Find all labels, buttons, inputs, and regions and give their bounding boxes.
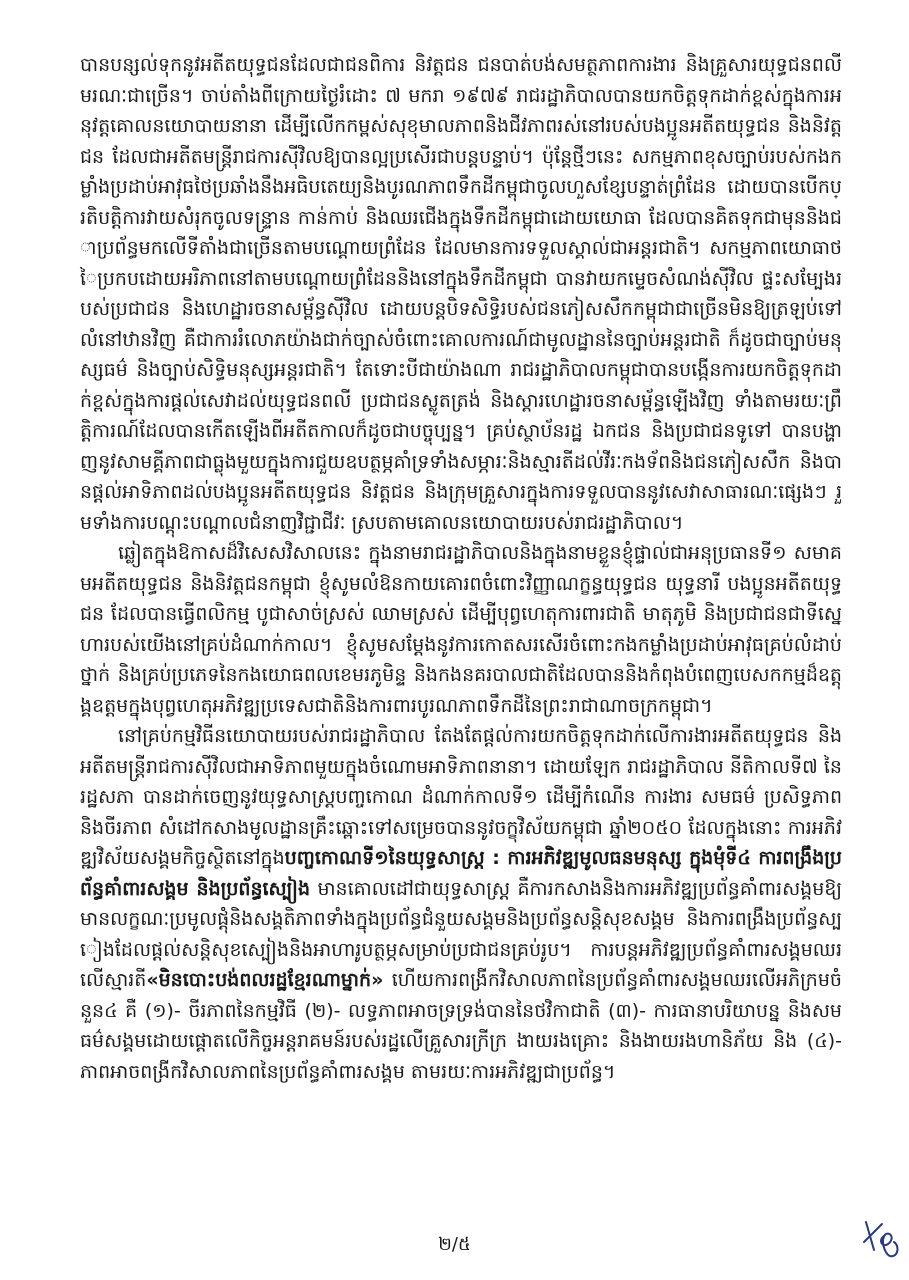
paragraph-3-bold-2: «មិនបោះបង់ពលរដ្ឋខ្មែរណាម្នាក់» <box>146 969 384 991</box>
paragraph-3-bold-1: បញ្ចកោណទី១នៃយុទ្ធសាស្ត្រ : ការអភិវឌ្ឍមូលធនមនុស្ស ក្នុងមុំទី៤ ការពង្រឹងប្រព័ន្ធគាំពារសង្គម និងប្រព័ន្ធស្បៀង <box>80 847 842 900</box>
document-body <box>80 50 842 1087</box>
paragraph-1: បានបន្សល់ទុកនូវអតីតយុទ្ធជនដែលជាជនពិការ និវត្តជន ជនបាត់បង់សមត្ថភាពការងារ និងគ្រួសារយុទ្ធជនពលីមរណៈជាច្រើន។ ចាប់តាំងពីក្រោយថ្ងៃរំដោះ ៧ មករា ១៩៧៩ រាជរដ្ឋាភិបាលបានយកចិត្តទុកដាក់ខ្ពស់ក្នុងការអនុវត្តគោលនយោបាយនានា ដើម្បីលើកកម្ពស់សុខុមាលភាពនិងជីវភាពរស់នៅរបស់បងប្អូនអតីតយុទ្ធជន និងនិវត្តជន ដែលជាអតីតមន្ត្រីរាជការស៊ីវិលឱ្យបានល្អប្រសើរជាបន្តបន្ទាប់។ ប៉ុន្តែថ្មីៗនេះ សកម្មភាពខុសច្បាប់របស់កងកម្លាំងប្រដាប់អាវុធថៃប្រឆាំងនឹងអធិបតេយ្យនិងបូរណភាពទឹកដីកម្ពុជាចូលហួសខ្សែបន្ទាត់ព្រំដែន ដោយបានបើកប្រតិបត្តិការវាយសំរុកចូលទន្ទ្រាន កាន់កាប់ និងឈរជើងក្នុងទឹកដីកម្ពុជាដោយយោធា ដែលបានគិតទុកជាមុននិងជាប្រព័ន្ធមកលើទីតាំងជាច្រើនតាមបណ្តោយព្រំដែន ដែលមានការទទួលស្គាល់ជាអន្តរជាតិ។ សកម្មភាពយោធាថៃប្រកបដោយអរិភាពនៅតាមបណ្តោយព្រំដែននិងនៅក្នុងទឹកដីកម្ពុជា បានវាយកម្ទេចសំណង់ស៊ីវិល ផ្ទះសម្បែងរបស់ប្រជាជន និងហេដ្ឋារចនាសម្ព័ន្ធស៊ីវិល ដោយបន្តបិទសិទ្ធិរបស់ជនភៀសសឹកកម្ពុជាជាច្រើនមិនឱ្យត្រឡប់ទៅលំនៅឋានវិញ គឺជាការរំលោភយ៉ាងជាក់ច្បាស់ចំពោះគោលការណ៍ជាមូលដ្ឋាននៃច្បាប់អន្តរជាតិ ក៏ដូចជាច្បាប់មនុស្សធម៌ និងច្បាប់សិទ្ធិមនុស្សអន្តរជាតិ។ តែទោះបីជាយ៉ាងណា រាជរដ្ឋាភិបាលកម្ពុជាបានបង្កើនការយកចិត្តទុកដាក់ខ្ពស់ក្នុងការផ្តល់សេវាដល់យុទ្ធជនពលី ប្រជាជនស្លូតត្រង់ និងស្តារហេដ្ឋារចនាសម្ព័ន្ធឡើងវិញ ទាំងតាមរយៈព្រឹត្តិការណ៍ដែលបានកើតឡើងពីអតីតកាលក៏ដូចជាបច្ចុប្បន្ន។ គ្រប់ស្ថាប័នរដ្ឋ ឯកជន និងប្រជាជនទូទៅ បានបង្ហាញនូវសាមគ្គីភាពជាធ្លុងមួយក្នុងការជួយឧបត្ថម្ភគាំទ្រទាំងសម្ភារៈនិងស្មារតីដល់វីរៈកងទ័ពនិងជនភៀសសឹក និងបានផ្តល់អាទិភាពដល់បងប្អូនអតីតយុទ្ធជន និវត្តជន និងក្រុមគ្រួសារក្នុងការទទួលបាននូវសេវាសាធារណៈផ្សេងៗ រួមទាំងការបណ្តុះបណ្តាលជំនាញវិជ្ជាជីវៈ ស្របតាមគោលនយោបាយរបស់រាជរដ្ឋាភិបាល។ <box>80 54 842 534</box>
page-number: ២/៥ <box>438 1234 471 1255</box>
paragraph-3 <box>80 721 842 1087</box>
paragraph-2: ឆ្លៀតក្នុងឱកាសដ៏វិសេសវិសាលនេះ ក្នុងនាមរាជរដ្ឋាភិបាលនិងក្នុងនាមខ្លួនខ្ញុំផ្ទាល់ជាអនុប្រធានទី១ សមាគមអតីតយុទ្ធជន និងនិវត្តជនកម្ពុជា ខ្ញុំសូមលំឱនកាយគោរពចំពោះវិញ្ញាណក្ខន្ធយុទ្ធជន យុទ្ធនារី បងប្អូនអតីតយុទ្ធជន ដែលបានធ្វើពលិកម្ម បូជាសាច់ស្រស់ ឈាមស្រស់ ដើម្បីបុព្វហេតុការពារជាតិ មាតុភូមិ និងប្រជាជនជាទីស្នេហារបស់យើងនៅគ្រប់ដំណាក់កាល។ ខ្ញុំសូមសម្តែងនូវការកោតសរសើរចំពោះកងកម្លាំងប្រដាប់អាវុធគ្រប់លំដាប់ថ្នាក់ និងគ្រប់ប្រភេទនៃកងយោធពលខេមរភូមិន្ទ និងកងនគរបាលជាតិដែលបាននិងកំពុងបំពេញបេសកកម្មដ៏ឧត្តុង្គឧត្តមក្នុងបុព្វហេតុអភិវឌ្ឍប្រទេសជាតិនិងការពារបូរណភាពទឹកដីនៃព្រះរាជាណាចក្រកម្ពុជា។ <box>80 542 842 717</box>
paragraph-3-text-2: មានគោលដៅជាយុទ្ធសាស្ត្រ គឺការកសាងនិងការអភិវឌ្ឍប្រព័ន្ធគាំពារសង្គមឱ្យមានលក្ខណៈប្រមូលផ្តុំនិងសង្គតិភាពទាំងក្នុងប្រព័ន្ធជំនួយសង្គមនិងប្រព័ន្ធសន្តិសុខសង្គម និងការពង្រឹងប្រព័ន្ធស្បៀងដែលផ្តល់សន្តិសុខស្បៀងនិងអាហារូបត្ថម្ភសម្រាប់ប្រជាជនគ្រប់រូប។ ការបន្តអភិវឌ្ឍប្រព័ន្ធគាំពារសង្គមឈរលើស្មារតី <box>80 877 842 991</box>
paragraph-3-text-3: ហើយការពង្រីកវិសាលភាពនៃប្រព័ន្ធគាំពារសង្គមឈរលើអភិក្រមចំនួន៤ គឺ (១)- ចីរភាពនៃកម្មវិធី (២)- លទ្ធភាពអាចទ្រទ្រង់បាននៃថវិកាជាតិ (៣)- ការធានាបរិយាបន្ន និងសមធម៌សង្គមដោយផ្តោតលើកិច្ចអន្តរាគមន៍របស់រដ្ឋលើគ្រួសារក្រីក្រ ងាយរងគ្រោះ និងងាយរងហានិភ័យ និង (៤)- ភាពអាចពង្រីកវិសាលភាពនៃប្រព័ន្ធគាំពារសង្គម តាមរយៈការអភិវឌ្ឍជាប្រព័ន្ធ។ <box>80 969 842 1083</box>
paragraph-3-text-1: នៅគ្រប់កម្មវិធីនយោបាយរបស់រាជរដ្ឋាភិបាល តែងតែផ្តល់ការយកចិត្តទុកដាក់លើការងារអតីតយុទ្ធជន និងអតីតមន្ត្រីរាជការស៊ីវិលជាអាទិភាពមួយក្នុងចំណោមអាទិភាពនានា។ ដោយឡែក រាជរដ្ឋាភិបាល នីតិកាលទី៧ នៃរដ្ឋសភា បានដាក់ចេញនូវយុទ្ធសាស្ត្របញ្ចកោណ ដំណាក់កាលទី១ ដើម្បីកំណើន ការងារ សមធម៌ ប្រសិទ្ធភាព និងចីរភាព សំដៅកសាងមូលដ្ឋានគ្រឹះឆ្ពោះទៅសម្រេចបាននូវចក្ខុវិស័យកម្ពុជា ឆ្នាំ២០៥០ ដែលក្នុងនោះ ការអភិវឌ្ឍវិស័យសង្គមកិច្ចស្ថិតនៅក្នុង <box>80 725 842 869</box>
handwritten-initials <box>860 1212 904 1268</box>
